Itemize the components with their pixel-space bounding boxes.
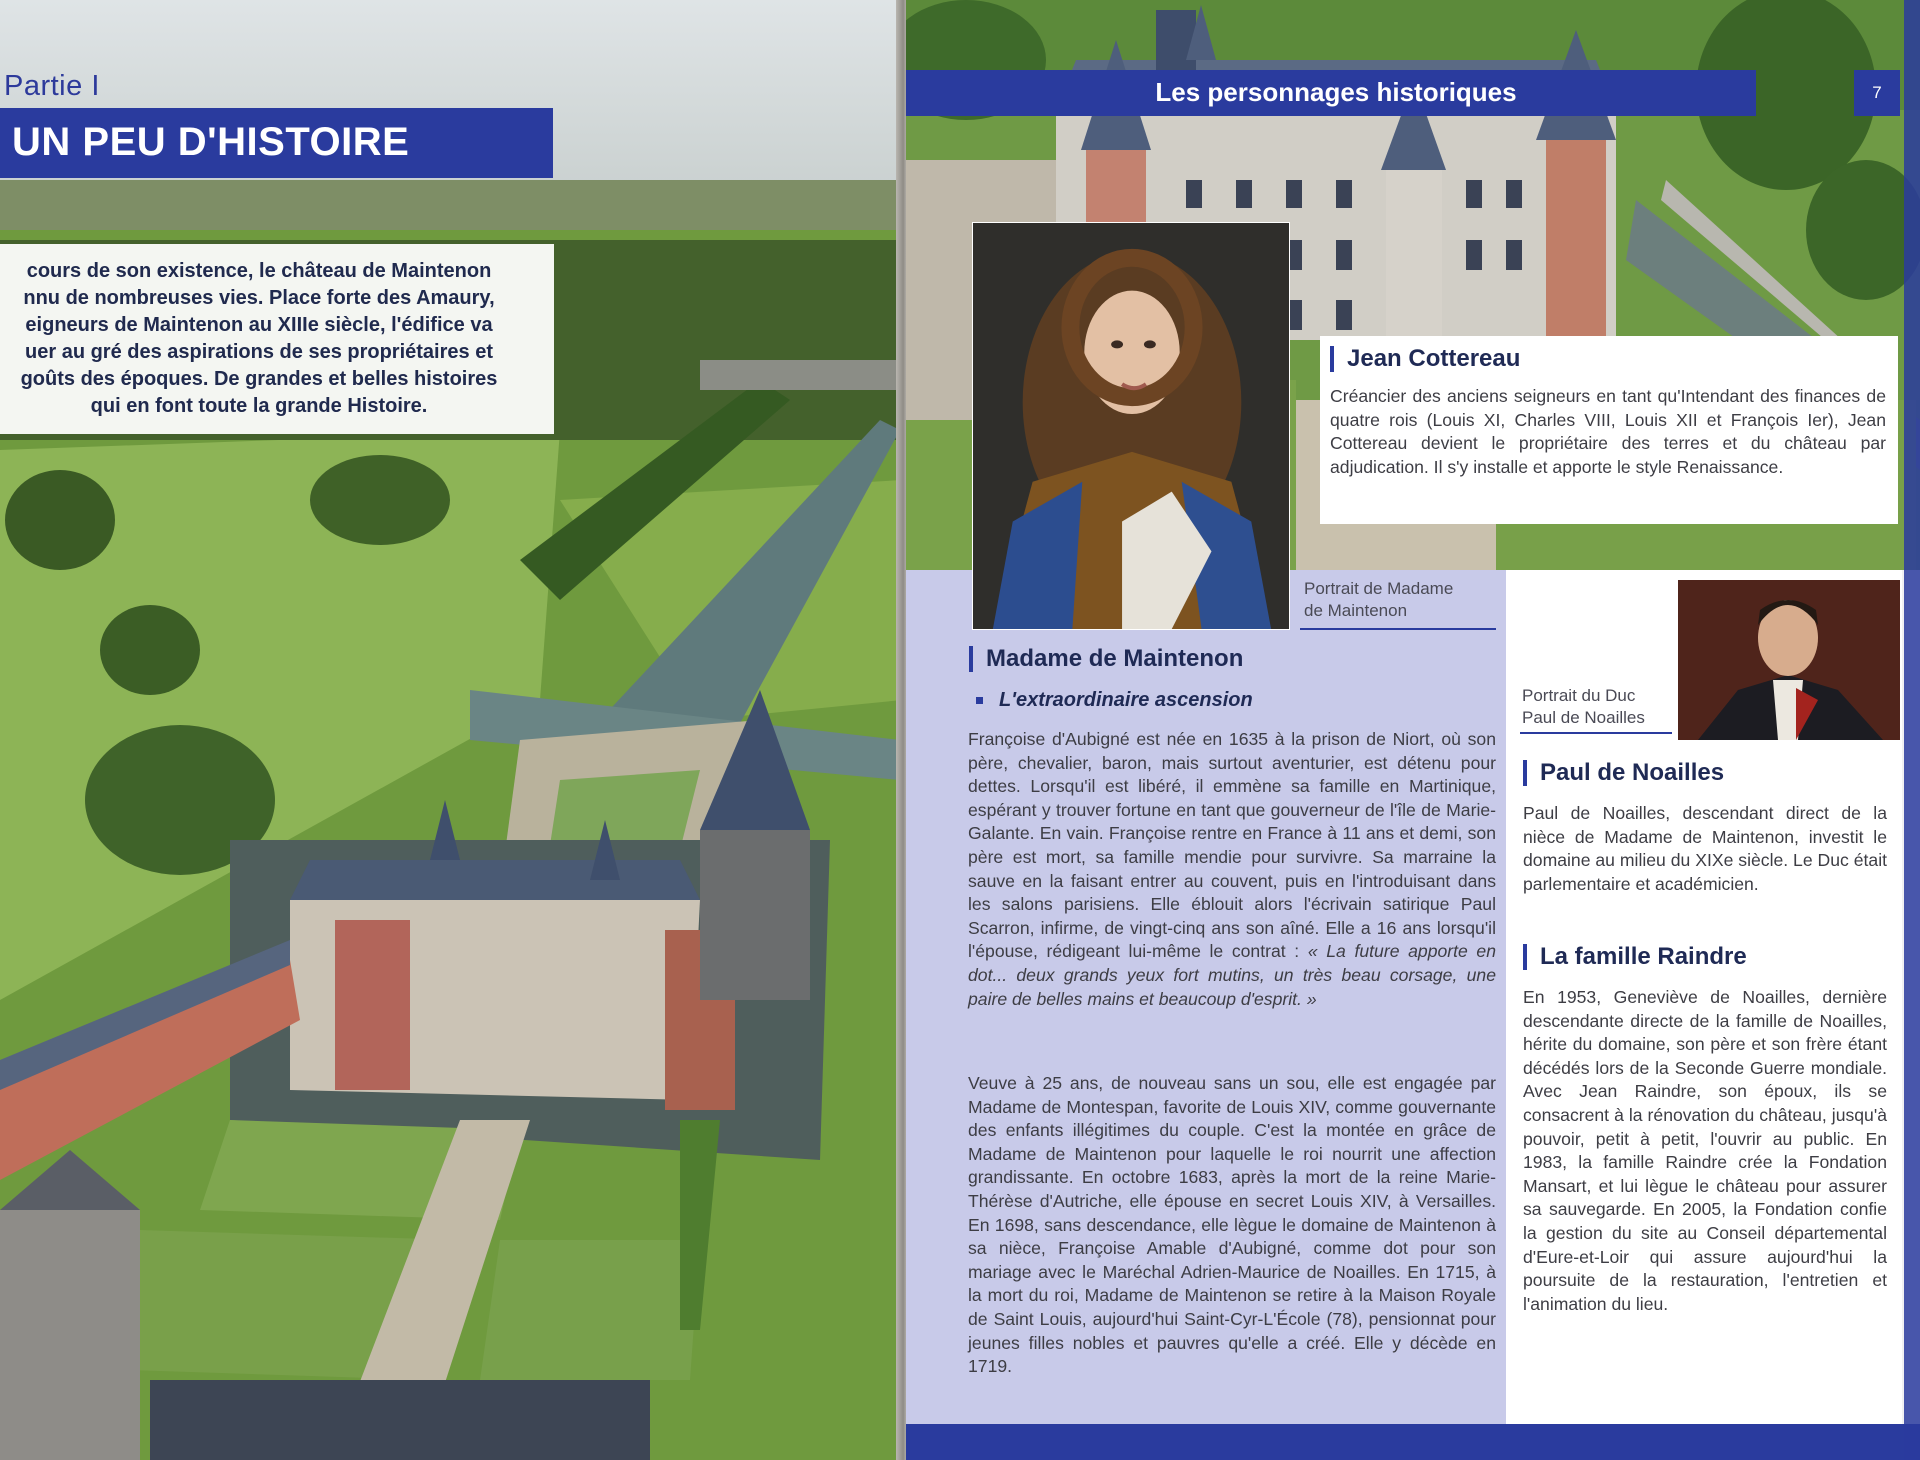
maintenon-paragraph-1 [968, 728, 1496, 1011]
maintenon-paragraph-2: Veuve à 25 ans, de nouveau sans un sou, elle est engagée par Madame de Montespan, favorite de Louis XIV, comme gouvernante des enfants illégitimes du couple. C'est la montée en grâce de Madame de Maintenon pour laquelle le roi nourrit une affection grandissante. En octobre 1683, après la mort de la reine Marie-Thérèse d'Autriche, elle épouse en secret Louis XIV, à Versailles. En 1698, sans descendance, elle lègue le domaine de Maintenon à sa nièce, Françoise Amable d'Aubigné, comme dot pour son mariage avec le Maréchal Adrien-Maurice de Noailles. En 1715, à la mort du roi, Madame de Maintenon se retire à la Maison Royale de Saint Louis, aujourd'hui Saint-Cyr-L'École (78), pensionnat pour jeunes filles nobles et pauvres qu'elle a créé. Elle y décède en 1719. [968, 1073, 1496, 1377]
paul-de-noailles-text: Paul de Noailles, descendant direct de la nièce de Madame de Maintenon, investit le domaine au milieu du XIXe siècle. Le Duc était parlementaire et académicien. [1523, 803, 1887, 894]
famille-raindre-title: La famille Raindre [1523, 944, 1747, 970]
intro-box [0, 244, 554, 434]
maintenon-subtitle: L'extraordinaire ascension [976, 689, 1253, 712]
jean-cottereau-title: Jean Cottereau [1330, 346, 1886, 372]
aerial-photo-chateau [0, 0, 902, 1460]
scarron-quote: « La future apporte en dot... deux grands yeux fort mutins, un très beau corsage, une paire de belles mains et beaucoup d'esprit. » [968, 941, 1497, 1009]
part-label: Partie I [4, 70, 100, 102]
caption-portrait-maintenon: Portrait de Madame de Maintenon [1304, 579, 1454, 620]
intro-text: cours de son existence, le château de Maintenon nnu de nombreuses vies. Place forte des Amaury, eigneurs de Maintenon au XIIIe siècle, l'édifice va uer au gré des aspirations de ses propriétaires et goûts des époques. De grandes et belles histoires qui en font toute la grande Histoire. [20, 260, 498, 417]
caption-rule [1520, 732, 1672, 734]
famille-raindre-text: En 1953, Geneviève de Noailles, dernière descendante directe de la famille de Noailles, hérite du domaine, son père et son frère étant décédés lors de la Seconde Guerre mondiale. Avec Jean Raindre, son époux, ils se consacrent à la rénovation du château, jusqu'à pouvoir, petit à petit, l'ouvrir au public. En 1983, la famille Raindre crée la Fondation Mansart, et lui lègue le château pour assurer sa sauvegarde. En 2005, la Fondation confie la gestion du site au Conseil départemental d'Eure-et-Loir qui assure aujourd'hui la poursuite de la restauration, l'entretien et l'animation du lieu. [1523, 987, 1887, 1314]
right-page [906, 0, 1920, 1460]
caption-portrait-noailles: Portrait du Duc Paul de Noailles [1522, 686, 1645, 727]
portrait-paul-de-noailles [1678, 580, 1900, 740]
page-title: UN PEU D'HISTOIRE [12, 120, 410, 164]
paul-de-noailles-title: Paul de Noailles [1523, 760, 1724, 786]
page-number: 7 [1872, 83, 1882, 102]
left-page [0, 0, 902, 1460]
bottom-bar [906, 1424, 1920, 1460]
portrait-madame-de-maintenon [972, 222, 1290, 630]
jean-cottereau-box [1320, 336, 1898, 524]
madame-de-maintenon-title: Madame de Maintenon [969, 646, 1243, 672]
maintenon-paragraph-1-text: Françoise d'Aubigné est née en 1635 à la prison de Niort, où son père, chevalier, baron, mais surtout aventurier, est détenu pour dettes. Lorsqu'il est libéré, il emmène sa famille en Martinique, espérant y trouver fortune en tant que gouverneur de l'île de Marie-Galante. En vain. Françoise rentre en France à 11 ans et demi, son père est mort, sa famille mendie pour survivre. Sa marraine la sauve en la faisant entrer au couvent, puis en l'introduisant dans les salons parisiens. Elle éblouit alors l'écrivain satirique Paul Scarron, infirme, de vingt-cinq ans son aîné. Elle a 16 ans lorsqu'il l'épouse, rédigeant lui-même le contrat : [968, 729, 1496, 962]
jean-cottereau-text: Créancier des anciens seigneurs en tant qu'Intendant des finances de quatre rois (Louis XI, Charles VIII, Louis XII et François Ier), Jean Cottereau devient le propriétaire des terres et du château par adjudication. Il s'y installe et apporte le style Renaissance. [1330, 386, 1886, 477]
page-edge-bar [1904, 0, 1920, 1460]
caption-rule [1300, 628, 1496, 630]
section-header-title: Les personnages historiques [1155, 77, 1517, 107]
